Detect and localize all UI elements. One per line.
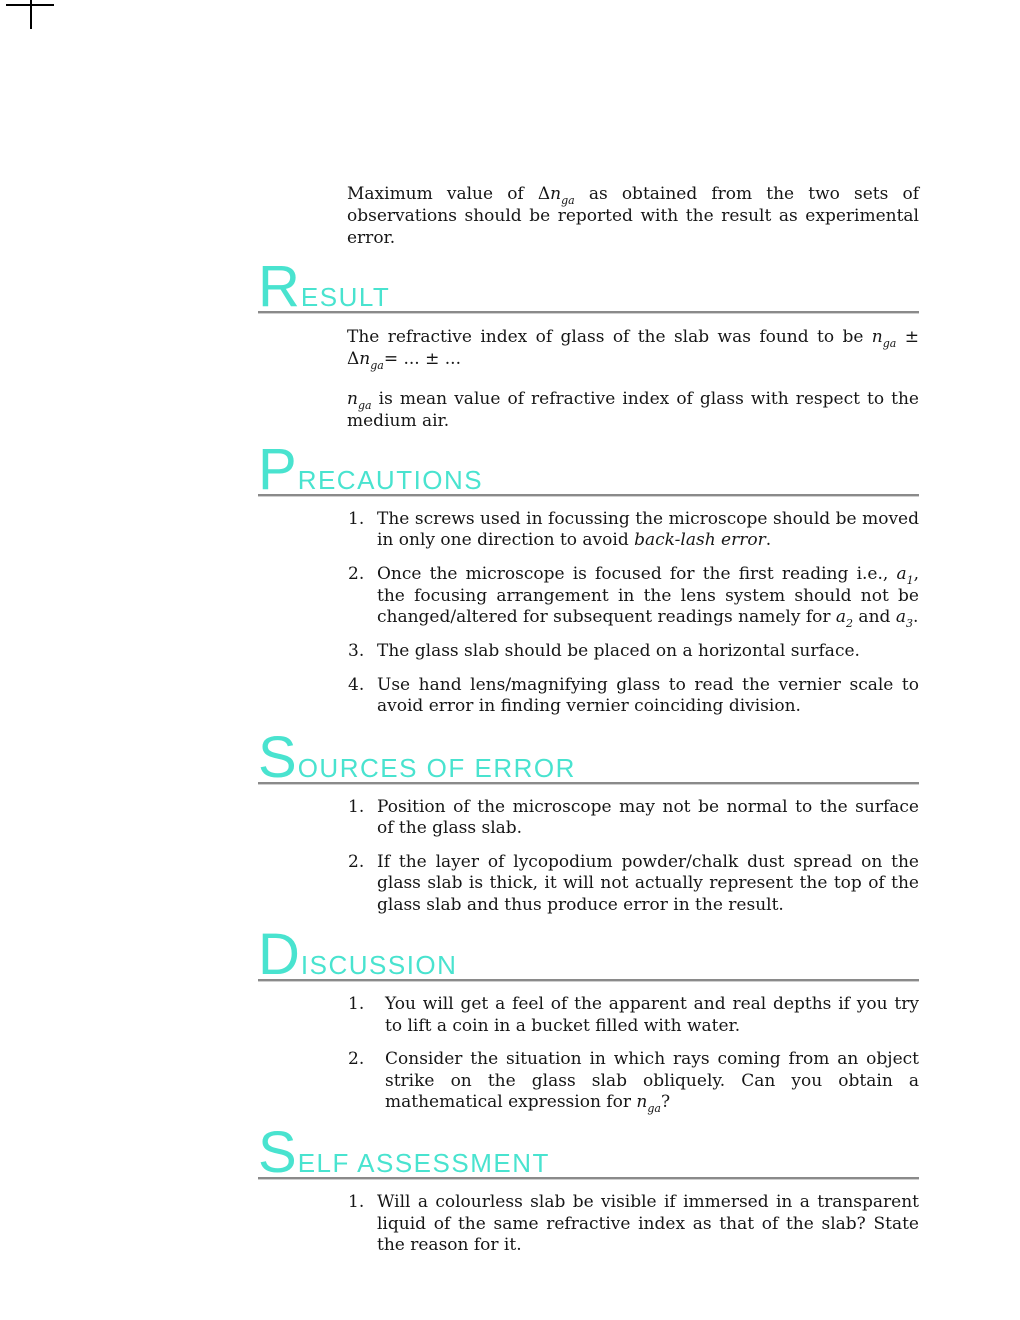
list-item-text: The screws used in focussing the microscope should be moved in only one direction to avoid back-lash error. — [377, 508, 919, 550]
list-item-number: 2. — [348, 1049, 365, 1069]
list-item-number: 1. — [348, 1192, 365, 1212]
list-item-text: Position of the microscope may not be normal to the surface of the glass slab. — [377, 796, 919, 838]
list-item-number: 2. — [348, 851, 365, 872]
list-item — [348, 509, 919, 552]
heading-rest: RECAUTIONS — [297, 464, 484, 495]
list-item — [348, 1049, 919, 1114]
heading-rest: ESULT — [300, 282, 391, 312]
list-item — [348, 994, 919, 1037]
list-item — [348, 641, 919, 663]
list-item-number: 1. — [348, 994, 365, 1014]
list-item-text: Use hand lens/magnifying glass to read the vernier scale to avoid error in finding vernier coinciding division. — [377, 674, 919, 716]
list-item-number: 3. — [348, 641, 365, 661]
list-item — [348, 1192, 919, 1257]
page-content — [258, 0, 919, 1257]
heading-initial: D — [258, 922, 301, 987]
list-item — [348, 675, 919, 718]
list-item-text: Once the microscope is focused for the first reading i.e., $a_1$, the focusing arrangement in the lens system should not be changed/altered for subsequent readings namely for $a_2$ and $a_3$. — [377, 563, 919, 630]
result-paragraph-1: The refractive index of glass of the slab was found to be $n_{ga} \pm \Delta n_{ga}=$ ... ± ... — [347, 327, 919, 372]
list-item — [348, 852, 919, 917]
list-item-text: The glass slab should be placed on a horizontal surface. — [377, 641, 860, 661]
list-item-text: Consider the situation in which rays coming from an object strike on the glass slab obliquely. Can you obtain a mathematical expression for $n_{ga}$? — [385, 1049, 919, 1115]
section-heading-precautions — [258, 436, 919, 502]
intro-paragraph: Maximum value of $\Delta n_{ga}$ as obtained from the two sets of observations should be reported with the result as experimental error. — [347, 184, 919, 248]
heading-rest: OURCES OF ERROR — [297, 752, 576, 783]
list-item-number: 2. — [348, 563, 365, 584]
heading-initial: P — [258, 436, 298, 502]
section-heading-self-assessment — [258, 1120, 919, 1185]
heading-rest: ISCUSSION — [300, 950, 458, 980]
heading-initial: S — [258, 724, 298, 790]
heading-initial: S — [258, 1120, 298, 1185]
section-heading-result — [258, 254, 919, 319]
section-heading-sources-of-error — [258, 724, 919, 790]
heading-initial: R — [258, 254, 301, 319]
list-item-text: Will a colourless slab be visible if immersed in a transparent liquid of the same refractive index as that of the slab? State the reason for it. — [377, 1192, 919, 1255]
heading-rest: ELF ASSESSMENT — [297, 1148, 550, 1178]
result-paragraph-2: $n_{ga}$ is mean value of refractive index of glass with respect to the medium air. — [347, 389, 919, 431]
list-item — [348, 564, 919, 630]
section-result — [258, 254, 919, 433]
list-item-text: If the layer of lycopodium powder/chalk dust spread on the glass slab is thick, it will not actually represent the top of the glass slab and thus produce error in the result. — [377, 851, 919, 915]
list-item-text: You will get a feel of the apparent and real depths if you try to lift a coin in a bucket filled with water. — [385, 994, 919, 1036]
list-item — [348, 797, 919, 840]
section-sources-of-error — [258, 724, 919, 917]
section-precautions — [258, 436, 919, 718]
list-item-number: 4. — [348, 674, 365, 695]
list-item-number: 1. — [348, 796, 365, 817]
section-discussion — [258, 922, 919, 1115]
section-self-assessment — [258, 1120, 919, 1257]
section-heading-discussion — [258, 922, 919, 987]
list-item-number: 1. — [348, 508, 365, 529]
crop-mark-vertical — [30, 0, 32, 29]
